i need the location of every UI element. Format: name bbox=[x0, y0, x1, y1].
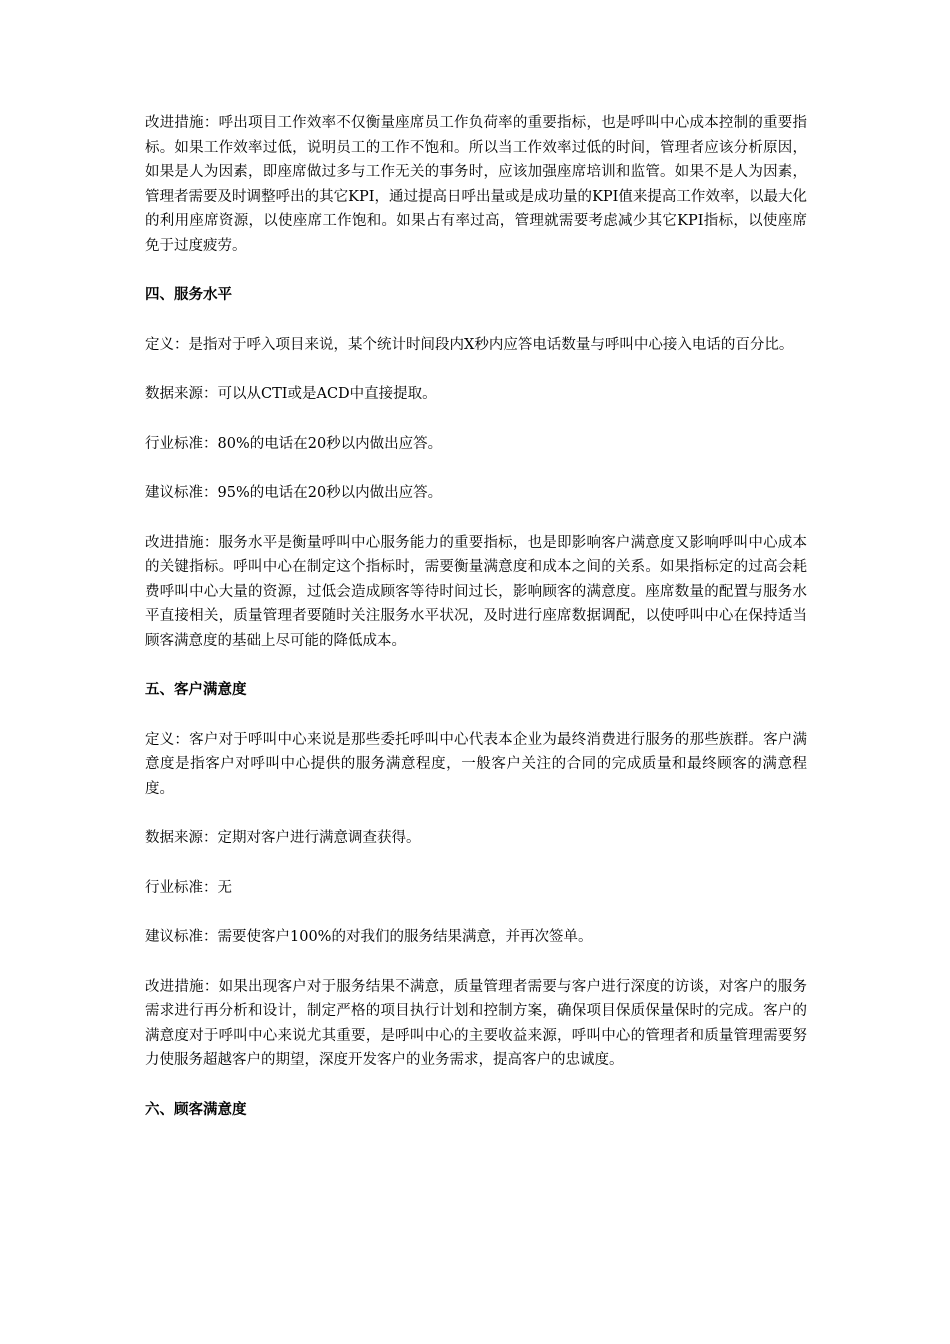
paragraph-improvement-efficiency: 改进措施：呼出项目工作效率不仅衡量座席员工作负荷率的重要指标，也是呼叫中心成本控制的重要指标。如果工作效率过低，说明员工的工作不饱和。所以当工作效率过低的时间，管理者应该分析原因，如果是人为因素，即座席做过多与工作无关的事务时，应该加强座席培训和监管。如果不是人为因素，管理者需要及时调整呼出的其它KPI，通过提高日呼出量或是成功量的KPI值来提高工作效率，以最大化的利用座席资源，以使座席工作饱和。如果占有率过高，管理就需要考虑减少其它KPI指标，以使座席免于过度疲劳。 bbox=[145, 115, 807, 254]
paragraph-data-source: 数据来源：定期对客户进行满意调查获得。 bbox=[145, 830, 421, 846]
paragraph-industry-standard: 行业标准：80%的电话在20秒以内做出应答。 bbox=[145, 435, 443, 452]
paragraph-suggested-standard: 建议标准：需要使客户100%的对我们的服务结果满意，并再次签单。 bbox=[145, 929, 593, 945]
heading-client-satisfaction: 五、客户满意度 bbox=[145, 682, 247, 698]
paragraph-improvement-client: 改进措施：如果出现客户对于服务结果不满意，质量管理者需要与客户进行深度的访谈，对客户的服务需求进行再分析和设计，制定严格的项目执行计划和控制方案，确保项目保质保量保时的完成。客户的满意度对于呼叫中心来说尤其重要，是呼叫中心的主要收益来源，呼叫中心的管理者和质量管理需要努力使服务超越客户的期望，深度开发客户的业务需求，提高客户的忠诚度。 bbox=[145, 978, 807, 1068]
heading-service-level: 四、服务水平 bbox=[145, 287, 232, 303]
document-page bbox=[145, 111, 807, 1147]
paragraph-definition: 定义：客户对于呼叫中心来说是那些委托呼叫中心代表本企业为最终消费进行服务的那些族群。客户满意度是指客户对呼叫中心提供的服务满意程度，一般客户关注的合同的完成质量和最终顾客的满意程度。 bbox=[145, 731, 807, 797]
paragraph-suggested-standard: 建议标准：95%的电话在20秒以内做出应答。 bbox=[145, 485, 443, 501]
paragraph-data-source: 数据来源：可以从CTI或是ACD中直接提取。 bbox=[145, 386, 437, 402]
paragraph-improvement-service: 改进措施：服务水平是衡量呼叫中心服务能力的重要指标，也是即影响客户满意度又影响呼叫中心成本的关键指标。呼叫中心在制定这个指标时，需要衡量满意度和成本之间的关系。如果指标定的过高会耗费呼叫中心大量的资源，过低会造成顾客等待时间过长，影响顾客的满意度。座席数量的配置与服务水平直接相关，质量管理者要随时关注服务水平状况，及时进行座席数据调配，以使呼叫中心在保持适当顾客满意度的基础上尽可能的降低成本。 bbox=[145, 534, 807, 649]
paragraph-industry-standard: 行业标准：无 bbox=[145, 879, 232, 896]
paragraph-definition: 定义：是指对于呼入项目来说，某个统计时间段内X秒内应答电话数量与呼叫中心接入电话的百分比。 bbox=[145, 336, 794, 353]
heading-customer-satisfaction: 六、顾客满意度 bbox=[145, 1101, 247, 1118]
